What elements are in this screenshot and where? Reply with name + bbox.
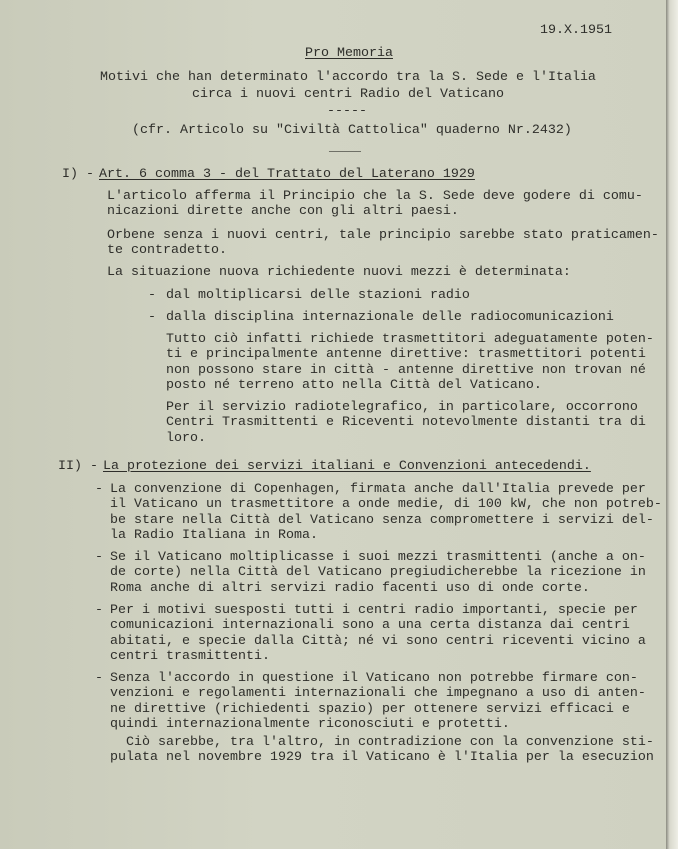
text-line: la Radio Italiana in Roma. <box>110 527 318 543</box>
bullet-dash: - <box>148 288 156 303</box>
paragraph <box>107 189 643 220</box>
text-line: Ciò sarebbe, tra l'altro, in contradizione con la convenzione sti- <box>110 735 654 750</box>
closing-paragraph <box>110 735 654 766</box>
text-line: La situazione nuova richiedente nuovi mezzi è determinata: <box>107 265 571 280</box>
bullet-item: dalla disciplina internazionale delle radiocomunicazioni <box>166 310 614 325</box>
text-line: La convenzione di Copenhagen, firmata anche dall'Italia prevede per <box>110 482 646 497</box>
text-line: il Vaticano un trasmettitore a onde medie, di 100 kW, che non potreb- <box>110 497 662 513</box>
text-line: comunicazioni internazionali sono a una certa distanza dai centri <box>110 618 630 634</box>
section-number: II) - <box>58 459 98 474</box>
text-line: Orbene senza i nuovi centri, tale principio sarebbe stato praticamen- <box>107 228 659 243</box>
text-line: L'articolo afferma il Principio che la S. Sede deve godere di comu- <box>107 189 643 204</box>
paragraph <box>107 228 659 259</box>
text-line: loro. <box>166 430 206 446</box>
bullet-dash: - <box>95 603 103 618</box>
separator: ____ <box>329 140 361 155</box>
subtitle-line-1: Motivi che han determinato l'accordo tra la S. Sede e l'Italia <box>100 70 596 85</box>
text-line: ne direttive (richiedenti spazio) per ottenere servizi efficaci e <box>110 701 630 717</box>
text-line: non possono stare in città - antenne direttive non trovan né <box>166 362 646 378</box>
bullet-paragraph <box>110 603 646 664</box>
text-line: pulata nel novembre 1929 tra il Vaticano è l'Italia per la esecuzion <box>110 750 654 766</box>
separator: ----- <box>327 104 367 119</box>
bullet-dash: - <box>95 482 103 497</box>
bullet-dash: - <box>148 310 156 325</box>
text-line: centri trasmittenti. <box>110 648 270 664</box>
bullet-paragraph <box>110 671 646 732</box>
text-line: nicazioni dirette anche con gli altri paesi. <box>107 204 459 220</box>
bullet-paragraph <box>110 482 662 543</box>
section-number: I) - <box>62 167 94 182</box>
paragraph <box>166 332 654 393</box>
text-line: posto né terreno atto nella Città del Vaticano. <box>166 377 542 393</box>
document-title: Pro Memoria <box>305 46 393 61</box>
subtitle-line-2: circa i nuovi centri Radio del Vaticano <box>192 87 504 102</box>
text-line: be stare nella Città del Vaticano senza compromettere i servizi del- <box>110 512 654 528</box>
section-heading: La protezione dei servizi italiani e Convenzioni antecedendi. <box>103 459 591 474</box>
text-line: Roma anche di altri servizi radio facenti uso di onde corte. <box>110 580 590 596</box>
text-line: Se il Vaticano moltiplicasse i suoi mezzi trasmittenti (anche a on- <box>110 550 646 565</box>
date: 19.X.1951 <box>540 23 612 38</box>
text-line: Centri Trasmittenti e Riceventi notevolmente distanti tra di <box>166 415 646 431</box>
text-line: Per il servizio radiotelegrafico, in particolare, occorrono <box>166 400 638 415</box>
paragraph <box>166 400 646 446</box>
text-line: abitati, e specie dalla Città; né vi sono centri riceventi vicino a <box>110 633 646 649</box>
bullet-dash: - <box>95 671 103 686</box>
text-line: Per i motivi suesposti tutti i centri radio importanti, specie per <box>110 603 638 618</box>
section-heading: Art. 6 comma 3 - del Trattato del Laterano 1929 <box>99 167 475 182</box>
text-line: Tutto ciò infatti richiede trasmettitori adeguatamente poten- <box>166 332 654 347</box>
text-line: Senza l'accordo in questione il Vaticano non potrebbe firmare con- <box>110 671 638 686</box>
text-line: quindi internazionalmente riconosciuti e protetti. <box>110 716 510 732</box>
page-edge <box>666 0 678 849</box>
bullet-paragraph <box>110 550 646 596</box>
text-line: te contradetto. <box>107 243 227 259</box>
bullet-item: dal moltiplicarsi delle stazioni radio <box>166 288 470 303</box>
text-line: de corte) nella Città del Vaticano pregiudicherebbe la ricezione in <box>110 565 646 581</box>
text-line: ti e principalmente antenne direttive: trasmettitori potenti <box>166 347 646 363</box>
paragraph <box>107 265 571 280</box>
bullet-dash: - <box>95 550 103 565</box>
reference: (cfr. Articolo su "Civiltà Cattolica" quaderno Nr.2432) <box>132 123 572 138</box>
text-line: venzioni e regolamenti internazionali che impegnano a uso di anten- <box>110 686 646 702</box>
